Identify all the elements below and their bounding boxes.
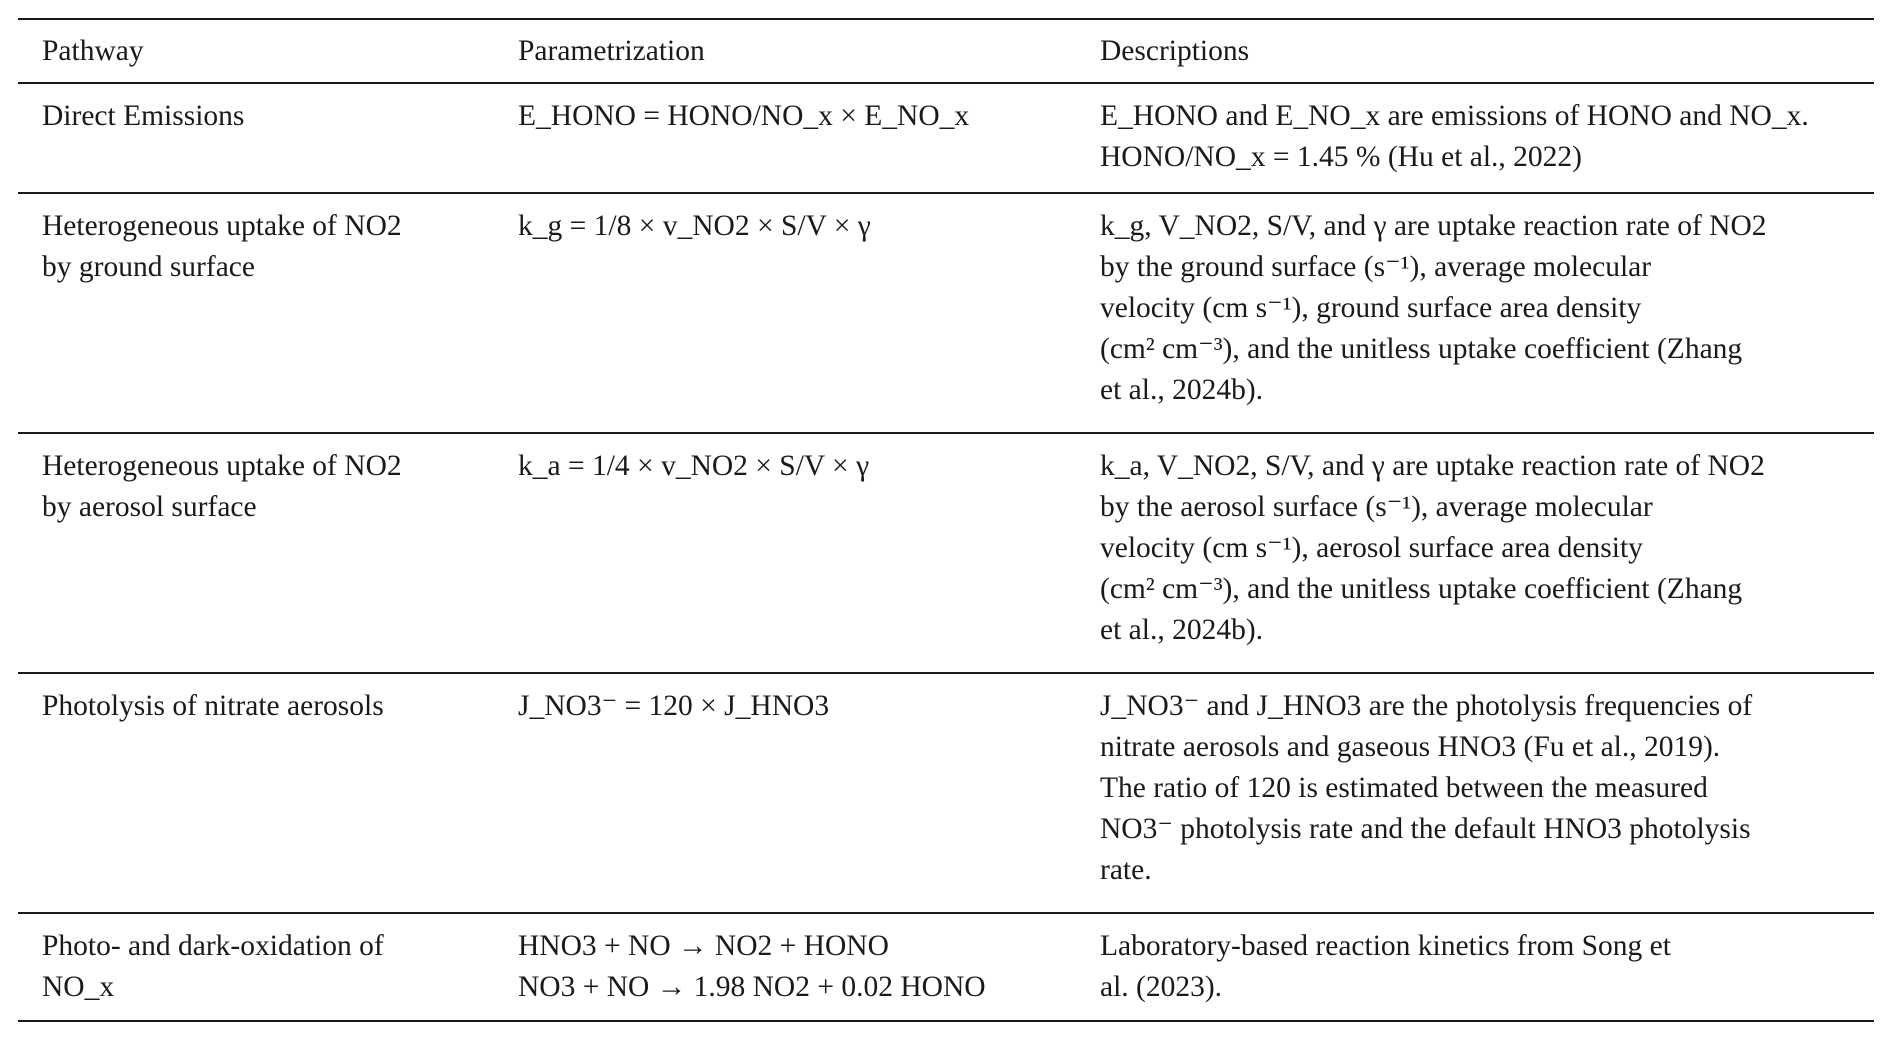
table-page: [18, 18, 1874, 1022]
description-cell: [1076, 433, 1874, 673]
description-line: al. (2023).: [1100, 971, 1223, 1003]
description-line: k_g, V_NO2, S/V, and γ are uptake reaction rate of NO2: [1100, 210, 1767, 242]
pathway-cell: [18, 913, 494, 1021]
parametrization-cell: [494, 433, 1076, 673]
parametrization-line: k_g = 1/8 × v_NO2 × S/V × γ: [518, 210, 871, 242]
pathway-line: Photo- and dark-oxidation of: [42, 930, 384, 962]
table-header-row: [18, 19, 1874, 83]
table-row: [18, 193, 1874, 433]
description-line: (cm² cm⁻³), and the unitless uptake coefficient (Zhang: [1100, 573, 1743, 605]
table-body: [18, 83, 1874, 1021]
pathway-line: Heterogeneous uptake of NO2: [42, 210, 402, 242]
pathway-cell: [18, 83, 494, 193]
hono-pathways-table: [18, 18, 1874, 1022]
description-cell: [1076, 83, 1874, 193]
pathway-line: by aerosol surface: [42, 491, 257, 523]
description-line: J_NO3⁻ and J_HNO3 are the photolysis frequencies of: [1100, 690, 1753, 722]
header-pathway: Pathway: [42, 34, 144, 67]
description-cell: [1076, 913, 1874, 1021]
pathway-line: NO_x: [42, 971, 115, 1003]
description-line: The ratio of 120 is estimated between the measured: [1100, 772, 1708, 804]
description-cell: [1076, 193, 1874, 433]
parametrization-cell: [494, 913, 1076, 1021]
description-line: velocity (cm s⁻¹), ground surface area density: [1100, 292, 1642, 324]
pathway-cell: [18, 433, 494, 673]
pathway-line: by ground surface: [42, 251, 255, 283]
parametrization-line: k_a = 1/4 × v_NO2 × S/V × γ: [518, 450, 870, 482]
header-parametrization: Parametrization: [518, 34, 705, 67]
table-row: [18, 673, 1874, 913]
table-row: [18, 913, 1874, 1021]
description-line: NO3⁻ photolysis rate and the default HNO3 photolysis: [1100, 813, 1751, 845]
description-line: HONO/NO_x = 1.45 % (Hu et al., 2022): [1100, 141, 1583, 173]
table-row: [18, 83, 1874, 193]
description-line: by the aerosol surface (s⁻¹), average molecular: [1100, 491, 1653, 523]
parametrization-line: HNO3 + NO → NO2 + HONO: [518, 930, 889, 962]
parametrization-line: NO3 + NO → 1.98 NO2 + 0.02 HONO: [518, 971, 986, 1003]
parametrization-line: J_NO3⁻ = 120 × J_HNO3: [518, 690, 830, 722]
parametrization-cell: [494, 673, 1076, 913]
description-line: by the ground surface (s⁻¹), average molecular: [1100, 251, 1652, 283]
parametrization-cell: [494, 83, 1076, 193]
description-line: et al., 2024b).: [1100, 614, 1264, 646]
pathway-cell: [18, 193, 494, 433]
description-cell: [1076, 673, 1874, 913]
parametrization-line: E_HONO = HONO/NO_x × E_NO_x: [518, 100, 970, 132]
pathway-line: Photolysis of nitrate aerosols: [42, 690, 384, 722]
description-line: Laboratory-based reaction kinetics from Song et: [1100, 930, 1671, 962]
description-line: velocity (cm s⁻¹), aerosol surface area density: [1100, 532, 1643, 564]
description-line: k_a, V_NO2, S/V, and γ are uptake reaction rate of NO2: [1100, 450, 1765, 482]
parametrization-cell: [494, 193, 1076, 433]
pathway-line: Direct Emissions: [42, 100, 245, 132]
description-line: E_HONO and E_NO_x are emissions of HONO and NO_x.: [1100, 100, 1809, 132]
description-line: rate.: [1100, 854, 1152, 886]
description-line: nitrate aerosols and gaseous HNO3 (Fu et al., 2019).: [1100, 731, 1721, 763]
description-line: et al., 2024b).: [1100, 374, 1264, 406]
pathway-line: Heterogeneous uptake of NO2: [42, 450, 402, 482]
pathway-cell: [18, 673, 494, 913]
header-descriptions: Descriptions: [1100, 34, 1250, 67]
table-row: [18, 433, 1874, 673]
description-line: (cm² cm⁻³), and the unitless uptake coefficient (Zhang: [1100, 333, 1743, 365]
